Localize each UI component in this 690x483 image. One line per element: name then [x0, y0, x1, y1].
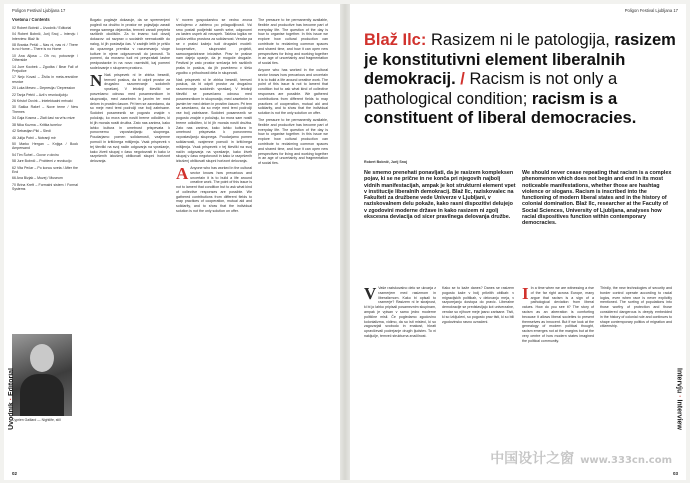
byline: Robert Bobnič, Jurij Snoj	[364, 160, 408, 164]
interview-column-3	[522, 286, 594, 466]
running-header-right: Poligon Festival Ljubljana 17	[624, 8, 678, 13]
editorial-paragraph: V novem gospodarstvu se vedno znova srečujemo z zahtevo po prilagodljivosti. Vsi smo postali podjetniki samih sebe, odgovorni za lasten uspeh ali neuspeh. Takšna logika ne pušča veliko prostora za solidarnost. Vendar pa se v praksi kažejo tudi drugačni modeli: kooperative, skupnostni projekti, samoorganizirane iniciative. Prav te prakse nam dajejo upanje, da je mogoče drugače. Festival je zato prostor srečanja teh različnih praks in poskus, da jih povežemo v širšo zgodbo o prihodnosti dela in skupnosti.	[176, 18, 252, 75]
interview-column-2	[442, 286, 514, 466]
interview-paragraph: I In a time when we are witnessing a rise of the far right across Europe, many argue that racism is a sign of a pathological deviation from liberal values. How do you see it? The story of racism as an aberration is comforting because it allows liberal societies to present themselves as innocent. But if we look at the genealogy of modern political thought, racism emerges not at the margins but at the very centre of how modern states imagined the political community.	[522, 286, 594, 343]
photo-caption: Cyprien Gaillard — Nightlife, still	[12, 418, 61, 422]
toc-item[interactable]: 38 Nika Kuzma – Kritika tunelov	[12, 122, 62, 127]
editorial-column-1	[90, 18, 170, 458]
editorial-paragraph: Naš prispevek ni le zbirka besedil, temveč poskus, da bi odprli prostor za drugačno razumevanje sodobnih vprašanj. V letošnji številki se posvečamo odnosu med posameznikom in skupnostjo, med zasebnim in javnim ter med delom in prostim časom. Pri tem se zavedamo, da so meje med temi področji vse bolj zabrisane. Sodobni posameznik se pogosto znajde v položaju, ko mora sam nositi breme odločitev, ki bi jih morala nositi družba. Zato nas zanima, kako lahko kultura in umetnost prispevata k ponovnemu vzpostavljanju skupnega. Poudarjamo pomen solidarnosti, vzajemne pomoči in kritičnega mišljenja. Vsak prispevek v tej številki na svoj način odgovarja na vprašanje, kako živeti skupaj v času negotovosti in kako iz razpršenih izkušenj oblikovati skupni horizont delovanja.	[176, 77, 252, 164]
toc-item[interactable]: 66 Ana Bizjak – Muzej / Museum	[12, 176, 63, 181]
right-page	[350, 4, 686, 480]
left-page	[4, 4, 340, 480]
toc-item[interactable]: 02 Robert Bobnič – Uvodnik / Editorial	[12, 25, 72, 30]
toc-list	[12, 26, 78, 192]
toc-item[interactable]: 34 Gaja Kosma – Zlati časi na vrhu mize	[12, 116, 75, 121]
editorial-paragraph: N Naš prispevek ni le zbirka besedil, temveč poskus, da bi odprli prostor za drugačno razumevanje sodobnih vprašanj. V letošnji številki se posvečamo odnosu med posameznikom in skupnostjo, med zasebnim in javnim ter med delom in prostim časom. Pri tem se zavedamo, da so meje med temi področji vse bolj zabrisane. Sodobni posameznik se pogosto znajde v položaju, ko mora sam nositi breme odločitev, ki bi jih morala nositi družba. Zato nas zanima, kako lahko kultura in umetnost prispevata k ponovnemu vzpostavljanju skupnega. Poudarjamo pomen solidarnosti, vzajemne pomoči in kritičnega mišljenja. Vsak prispevek v tej številki na svoj način odgovarja na vprašanje, kako živeti skupaj v času negotovosti in kako iz razpršenih izkušenj oblikovati skupni horizont delovanja.	[90, 70, 170, 164]
page-gutter	[340, 4, 350, 480]
table-of-contents	[12, 18, 78, 328]
interview-headline: Blaž Ilc: Rasizem ni le patologija, rasizem je konstitutivni element liberalnih demokracij. / Racism is not only a pathological condition; racism is a constituent of liberal democracies.	[364, 31, 676, 128]
toc-item[interactable]: 42 Sebastjan Pikl – Sledi	[12, 129, 51, 134]
page-number-left: 02	[12, 471, 18, 476]
toc-item[interactable]: 62 Vita Pečar – Po koncu sveta / After the End	[12, 165, 78, 174]
toc-item[interactable]: 30 Saška Rakef – Nove teme / New Themes	[12, 105, 78, 114]
editorial-column-2	[176, 18, 252, 458]
editorial-paragraph: The pressure to be permanently available, flexible and productive has become part of everyday life. The question of the day is how to organise together. In this issue we explore how cultural production can contribute to reclaiming common spaces and shared time, and how it can open new perspectives for living and working together in an age of uncertainty and fragmentation of social ties.	[258, 18, 328, 66]
portrait-photo	[12, 334, 72, 416]
toc-item[interactable]: 10 Ana Aljosa – Oh no, potovanje / Otherside	[12, 53, 78, 63]
interview-column-4	[600, 286, 672, 466]
toc-item[interactable]: 17 Nejc Kovač – Živila in meta-resnične resnice	[12, 75, 78, 84]
interview-paragraph: Thirdly, the new technologies of security and border control operate according to racial logics, even when race is never explicitly mentioned. The sorting of populations into those worthy of protection and those considered dangerous is deeply embedded in the history of colonial rule and continues to shape contemporary politics of migration and citizenship.	[600, 286, 672, 329]
interview-paragraph: V Vaše raziskovalno delo se ukvarja z razmerjem med rasizmom in liberalizmom. Kako bi opisali to razmerje? Rasizem ni le skrajnost, ki bi jo lahko pripisali posameznim skupinam, ampak je vpisan v samo jedro moderne politične misli. Če pogledamo zgodovino kolonializma, vidimo, da so isti misleci, ki so zagovarjali svobodo in enakost, hkrati upravičevali podrejanje drugih ljudstev. To ni naključje, temveč strukturna značilnost.	[364, 286, 436, 338]
toc-item[interactable]: 54 Tim Šuhel – Govor v okviru	[12, 152, 59, 157]
editorial-paragraph: Bogato poglavje dokazuje, da se spremenjeni pogledi na družbo in prostor ne pojavljajo zaradi enega samega dejavnika, temveč zaradi prepleta različnih okoliščin. Za to imamo tudi dovolj dokazov: od razprav o socialnih neenakostih do nalog, ki jih postavlja čas. V zadnjih letih je prišlo do opaznega premika v razumevanju vloge kulture in njene odgovornosti do javnosti. To pomeni, da moramo tudi mi prevprašati lastne predpostavke in na novo razmisliti, kaj pomeni sodelovanje v skupnem prostoru.	[90, 18, 170, 70]
section-tab-left: Uvodnik · Editorial	[7, 368, 15, 430]
editorial-paragraph: Anyone who has worked in the cultural sector knows how precarious and uncertain it is to build a life around creative work. The point of this issue is not to lament that condition but to ask what kind of collective responses are possible. We gathered contributions from different fields to map practices of cooperation, mutual aid and solidarity, and to show that the individual solution is not the only solution on offer.	[258, 67, 328, 116]
toc-item[interactable]: 70 Brina Kreft – Formalni sistem / Formal Systems	[12, 182, 78, 192]
editorial-column-3	[258, 18, 328, 458]
intro-english: We should never cease repeating that racism is a complex phenomenon which does not begin and end in its most noticeable manifestations, whether those are hashtag violence or slogans. Racism is inscribed into the functioning of modern liberal states and in the history of colonial domination. Blaž Ilc, researcher at the Faculty of Social Sciences, University of Ljubljana, analyses how racial dispositives function within contemporary democracies.	[522, 170, 672, 227]
editorial-paragraph: A Anyone who has worked in the cultural sector knows how precarious and uncertain it is to build a life around creative work. The point of this issue is not to lament that condition but to ask what kind of collective responses are possible. We gathered contributions from different fields to map practices of cooperation, mutual aid and solidarity, and to show that the individual solution is not the only solution on offer.	[176, 163, 252, 214]
interviewee-name: Blaž Ilc:	[364, 31, 427, 50]
editorial-paragraph: The pressure to be permanently available, flexible and productive has become part of everyday life. The question of the day is how to organise together. In this issue we explore how cultural production can contribute to reclaiming common spaces and shared time, and how it can open new perspectives for living and working together in an age of uncertainty and fragmentation of social ties.	[258, 117, 328, 166]
toc-item[interactable]: 26 Kristof Ocvirk – Intelektualni mrtvaki	[12, 99, 73, 104]
toc-item[interactable]: 22 Tanja Petrič – Azil v resnicoljubju	[12, 92, 68, 97]
toc-item[interactable]: 04 Robert Bobnič, Jurij Snoj – Intervju / Interview: Blaž Ilc	[12, 32, 78, 41]
site-watermark: 中国设计之窗 www.333cn.com	[490, 451, 672, 467]
toc-item[interactable]: 50 Marko Hergan – Knjiga / Book Ampersand	[12, 141, 78, 151]
page-number-right: 03	[672, 471, 678, 476]
interview-paragraph: Kako se to kaže danes? Danes se rasizem pogosto kaže v bolj prikritih oblikah: v migracijskih politikah, v delovanju meja, v razporejanju dostopa do pravic. Liberalne demokracije se predstavljajo kot univerzalne, vendar so njihove meje jasno zarisane. Tisti, ki so izključeni, so pogosto prav tisti, ki so bili zgodovinsko rasno označeni.	[442, 286, 514, 324]
toc-item[interactable]: 14 Jure Kocbek – Zgodba / Bear Fall of Prejudice	[12, 64, 78, 74]
interview-column-1	[364, 286, 436, 466]
toc-item[interactable]: 46 Julija Potrč – Notranji mir	[12, 135, 56, 140]
section-tab-right: Intervju · Interview	[675, 368, 683, 430]
portrait-body	[20, 374, 64, 416]
toc-item[interactable]: 20 Luka Mesec – Depresija / Depression	[12, 86, 76, 91]
portrait-head	[30, 344, 54, 372]
intro-slovenian: Ne smemo prenehati ponavljati, da je rasizem kompleksen pojav, ki se ne prične in ne konča pri njegovih najbolj vidnih manifestacijah, ampak je kot strukturni element vpet v institucije liberalnih demokracij. Blaž Ilc, raziskovalec na Fakulteti za družbene vede Univerze v Ljubljani, v raziskovalnem delu pokaže, kako rasni dispozitivi delujejo v zgodovini moderne države in kako rasizem ni zgolj ekscesna deviacija od sicer pravilnega delovanja družbe.	[364, 170, 516, 221]
toc-item[interactable]: 08 Branka Pešič – Nas ni, nas ni / There is no Home – There is no Home	[12, 43, 78, 52]
toc-title: Vsebina / Contents	[12, 18, 50, 22]
running-header-left: Poligon Festival Ljubljana 17	[12, 8, 66, 13]
toc-item[interactable]: 58 Jure Bobnič – Problemi z revolucijo	[12, 159, 72, 164]
